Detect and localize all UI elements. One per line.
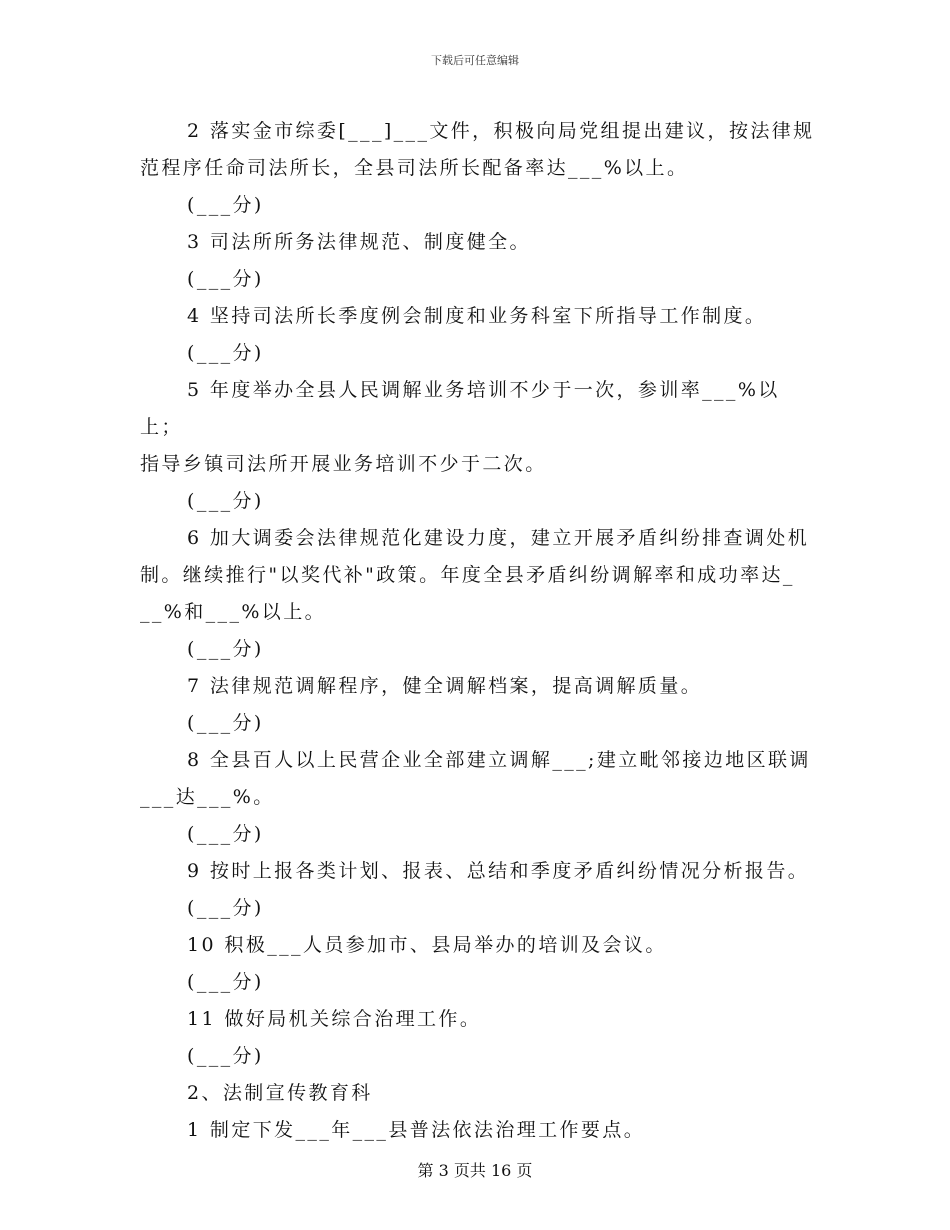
item-6-line-1: 6 加大调委会法律规范化建设力度，建立开展矛盾纠纷排查调处机: [187, 527, 810, 549]
score-blank: (___分): [187, 194, 264, 216]
item-8-line-2: ___达___%。: [140, 786, 275, 808]
score-blank: (___分): [187, 712, 264, 734]
score-blank: (___分): [187, 342, 264, 364]
score-blank: (___分): [187, 490, 264, 512]
section-heading: 2、法制宣传教育科: [187, 1082, 373, 1104]
item-6-line-2: 制。继续推行"以奖代补"政策。年度全县矛盾纠纷调解率和成功率达_: [140, 564, 795, 586]
score-blank: (___分): [187, 897, 264, 919]
item-8-line-1: 8 全县百人以上民营企业全部建立调解___;建立毗邻接边地区联调: [187, 749, 811, 771]
score-blank: (___分): [187, 971, 264, 993]
page-footer: 第 3 页共 16 页: [417, 1161, 533, 1180]
document-body: [140, 113, 820, 1149]
item-5-line-1: 5 年度举办全县人民调解业务培训不少于一次，参训率___%以上；: [140, 379, 780, 438]
item-11: 11 做好局机关综合治理工作。: [187, 1008, 482, 1030]
item-10: 10 积极___人员参加市、县局举办的培训及会议。: [187, 934, 667, 956]
item-3: 3 司法所所务法律规范、制度健全。: [187, 231, 531, 253]
item-6-line-3: __%和___%以上。: [140, 601, 327, 623]
score-blank: (___分): [187, 268, 264, 290]
item-7: 7 法律规范调解程序，健全调解档案，提高调解质量。: [187, 675, 703, 697]
section-item-1: 1 制定下发___年___县普法依法治理工作要点。: [187, 1119, 646, 1141]
score-blank: (___分): [187, 823, 264, 845]
page-header: 下载后可任意编辑: [431, 54, 519, 67]
item-4: 4 坚持司法所长季度例会制度和业务科室下所指导工作制度。: [187, 305, 767, 327]
score-blank: (___分): [187, 638, 264, 660]
item-2-line-1: 2 落实金市综委[___]___文件，积极向局党组提出建议，按法律规: [187, 120, 815, 142]
item-9: 9 按时上报各类计划、报表、总结和季度矛盾纠纷情况分析报告。: [187, 860, 810, 882]
item-2-line-2: 范程序任命司法所长，全县司法所长配备率达___%以上。: [140, 157, 689, 179]
score-blank: (___分): [187, 1045, 264, 1067]
item-5-line-2: 指导乡镇司法所开展业务培训不少于二次。: [140, 453, 547, 475]
